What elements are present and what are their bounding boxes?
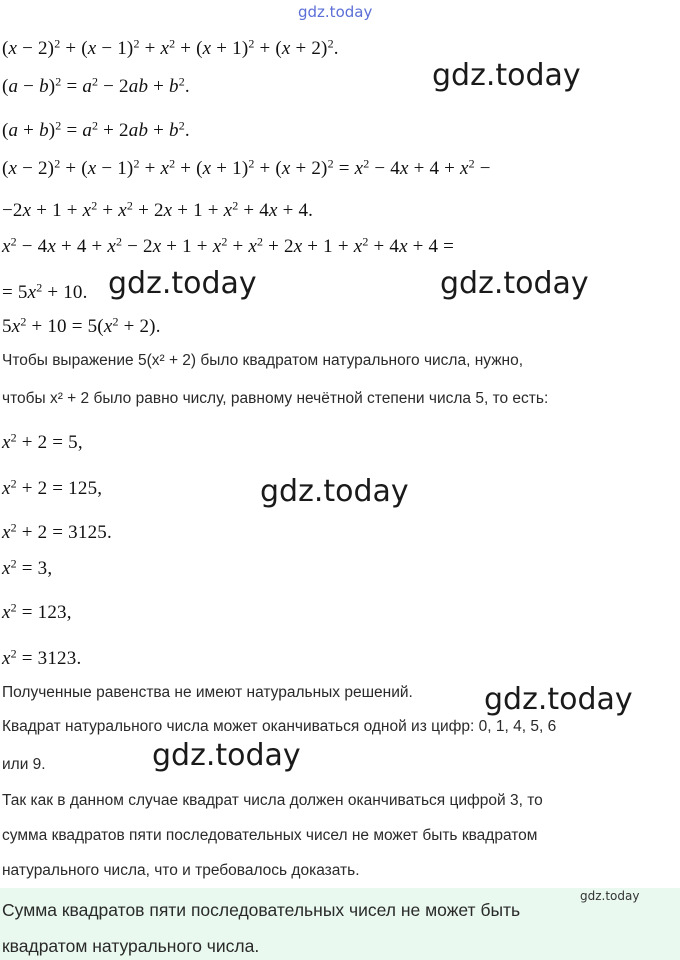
no-solutions-text: Полученные равенства не имеют натуральных решений. — [2, 684, 413, 701]
equation-5: $x^2 = 123$, — [2, 600, 72, 623]
last-digits-text-2: или 9. — [2, 756, 46, 773]
expansion-line-1: $(x - 2)^2 + (x - 1)^2 + x^2 + (x + 1)^2 + (x + 2)^2 = x^2 - 4x + 4 + x^2$ − — [2, 156, 491, 179]
equation-2: $x^2 + 2 = 125$, — [2, 476, 103, 499]
answer-box — [0, 888, 680, 960]
answer-line-1: Сумма квадратов пяти последовательных чисел не может быть — [2, 900, 521, 920]
watermark: gdz.today — [108, 266, 257, 301]
expansion-line-2: $-2x + 1 + x^2 + x^2 + 2x + 1 + x^2 + 4x + 4$. — [2, 198, 314, 221]
watermark: gdz.today — [484, 682, 633, 717]
watermark: gdz.today — [440, 266, 589, 301]
watermark-top: gdz.today — [298, 3, 373, 21]
simplified-result: = $5x^2 + 10$. — [2, 280, 88, 303]
conclusion-text-3: натурального числа, что и требовалось доказать. — [2, 862, 360, 879]
formula-square-difference: $(a - b)^2 = a^2 - 2ab + b^2$. — [2, 74, 190, 97]
watermark: gdz.today — [260, 474, 409, 509]
equation-4: $x^2 = 3$, — [2, 556, 53, 579]
last-digits-text-1: Квадрат натурального числа может оканчиваться одной из цифр: 0, 1, 4, 5, 6 — [2, 718, 557, 735]
expansion-line-3: $x^2 - 4x + 4 + x^2 - 2x + 1 + x^2 + x^2 + 2x + 1 + x^2 + 4x + 4$ = — [2, 234, 455, 257]
conclusion-text-2: сумма квадратов пяти последовательных чисел не может быть квадратом — [2, 827, 538, 844]
condition-text-1: Чтобы выражение 5(x² + 2) было квадратом натурального числа, нужно, — [2, 352, 524, 369]
equation-1: $x^2 + 2 = 5$, — [2, 430, 83, 453]
factored-result: $5x^2 + 10 = 5(x^2 + 2)$. — [2, 314, 161, 337]
condition-text-2: чтобы x² + 2 было равно числу, равному нечётной степени числа 5, то есть: — [2, 390, 549, 407]
expression-sum: $(x - 2)^2 + (x - 1)^2 + x^2 + (x + 1)^2 + (x + 2)^2$. — [2, 36, 339, 59]
watermark: gdz.today — [432, 58, 581, 93]
equation-3: $x^2 + 2 = 3125$. — [2, 520, 112, 543]
watermark: gdz.today — [152, 738, 301, 773]
watermark-small: gdz.today — [580, 889, 640, 903]
equation-6: $x^2 = 3123$. — [2, 646, 82, 669]
conclusion-text-1: Так как в данном случае квадрат числа должен оканчиваться цифрой 3, то — [2, 792, 543, 809]
answer-line-2: квадратом натурального числа. — [2, 936, 260, 956]
formula-square-sum: $(a + b)^2 = a^2 + 2ab + b^2$. — [2, 118, 190, 141]
